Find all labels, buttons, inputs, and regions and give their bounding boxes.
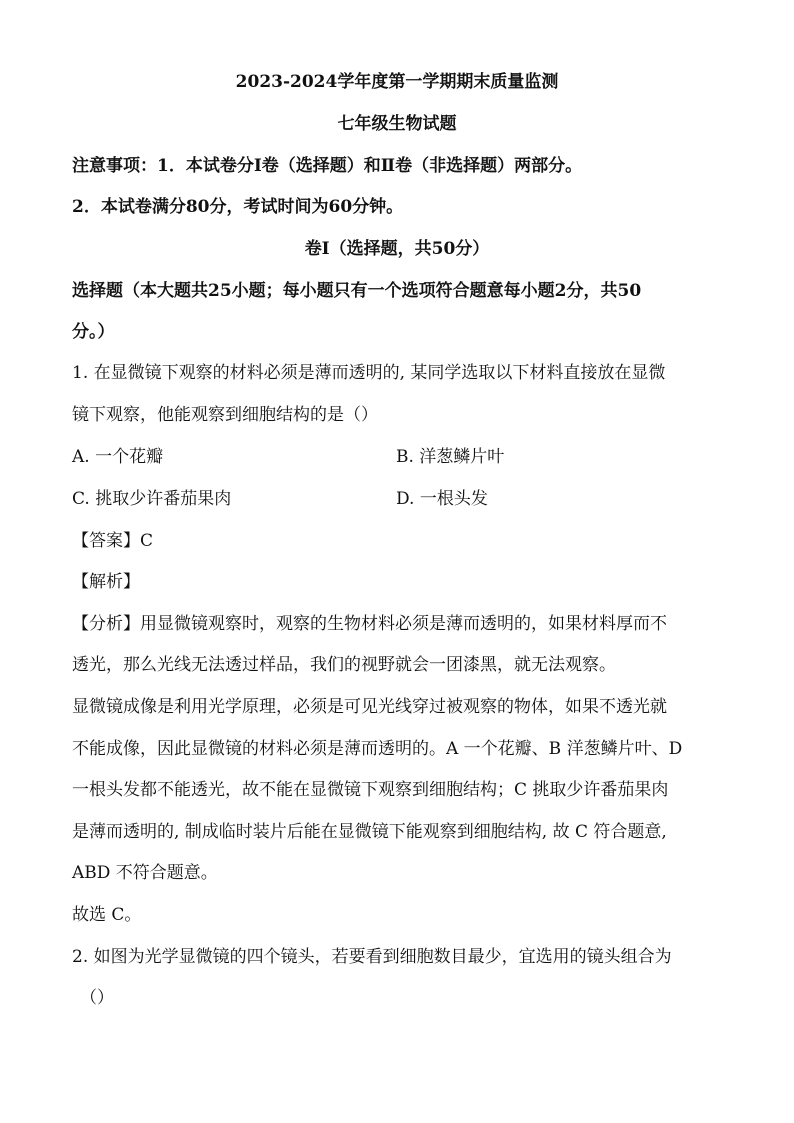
exam-subtitle: 七年级生物试题	[337, 114, 457, 134]
notes-line-2: 2．本试卷满分80分，考试时间为60分钟。	[72, 197, 404, 217]
q1-stem-line-1: 1. 在显微镜下观察的材料必须是薄而透明的, 某同学选取以下材料直接放在显微	[72, 363, 666, 383]
q1-detail-line-4: 是薄而透明的, 制成临时装片后能在显微镜下能观察到细胞结构, 故 C 符合题意,	[72, 822, 667, 842]
q1-conclusion: 故选 C。	[72, 905, 142, 925]
q1-answer: 【答案】C	[72, 531, 154, 551]
q1-detail-line-3: 一根头发都不能透光，故不能在显微镜下观察到细胞结构；C 挑取少许番茄果肉	[72, 780, 669, 800]
q1-analysis-line-1: 【分析】用显微镜观察时，观察的生物材料必须是薄而透明的，如果材料厚而不	[72, 614, 667, 634]
q1-detail-line-2: 不能成像，因此显微镜的材料必须是薄而透明的。A 一个花瓣、B 洋葱鳞片叶、D	[72, 739, 683, 759]
q1-analysis-label: 【解析】	[72, 572, 140, 592]
q1-option-d: D. 一根头发	[396, 489, 488, 509]
q1-option-c: C. 挑取少许番茄果肉	[72, 489, 232, 509]
q1-detail-line-5: ABD 不符合题意。	[72, 863, 218, 883]
q2-stem-line-1: 2. 如图为光学显微镜的四个镜头，若要看到细胞数目最少，宜选用的镜头组合为	[72, 947, 672, 967]
q1-detail-line-1: 显微镜成像是利用光学原理，必须是可见光线穿过被观察的物体，如果不透光就	[72, 697, 667, 717]
notes-line-1: 注意事项：1．本试卷分Ⅰ卷（选择题）和Ⅱ卷（非选择题）两部分。	[72, 156, 583, 176]
q2-stem-line-2: （）	[80, 988, 114, 1008]
exam-title: 2023-2024学年度第一学期期末质量监测	[235, 72, 559, 92]
section-instruction-line-1: 选择题（本大题共25小题；每小题只有一个选项符合题意每小题2分，共50	[72, 281, 642, 301]
section-instruction-line-2: 分。）	[72, 322, 115, 342]
section-title: 卷Ⅰ（选择题，共50分）	[304, 239, 490, 259]
q1-analysis-line-2: 透光，那么光线无法透过样品，我们的视野就会一团漆黑，就无法观察。	[72, 655, 616, 675]
q1-option-a: A. 一个花瓣	[72, 447, 164, 467]
q1-stem-line-2: 镜下观察，他能观察到细胞结构的是（）	[72, 405, 378, 425]
q1-option-b: B. 洋葱鳞片叶	[396, 447, 505, 467]
